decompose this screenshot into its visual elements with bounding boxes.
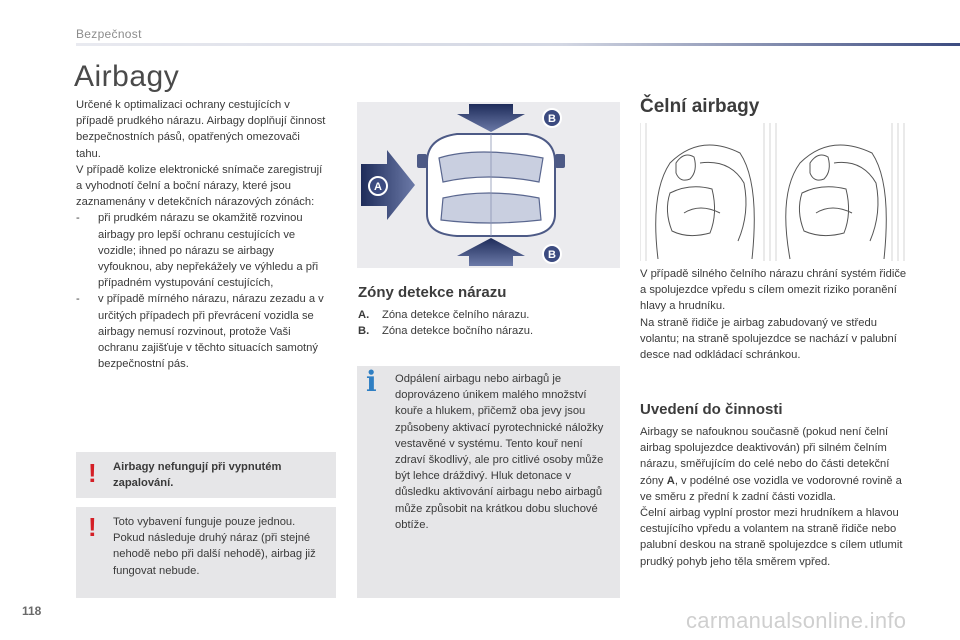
side-impact-arrow-bottom bbox=[457, 238, 525, 266]
front-airbags-text bbox=[640, 266, 908, 363]
warning-text: Toto vybavení funguje pouze jednou. Pokud následuje druhý náraz (při stejné nehodě nebo při další nehodě), airbag již fungovat nebude. bbox=[113, 516, 316, 577]
car-top-view-illustration bbox=[357, 102, 620, 268]
zone-key: B. bbox=[358, 325, 370, 338]
text-run: Airbagy se nafouknou současně (pokud není čelní airbag spolujezdce deaktivován) při silném čelním nárazu, směřujícím do celé nebo do části detekční zóny bbox=[640, 426, 890, 487]
activation-heading: Uvedení do činnosti bbox=[640, 401, 783, 418]
zone-text: Zóna detekce čelního nárazu. bbox=[382, 309, 530, 321]
list-item bbox=[358, 323, 618, 339]
zone-b-label: B bbox=[548, 113, 556, 125]
zone-a-label: A bbox=[374, 181, 382, 193]
paragraph bbox=[640, 424, 908, 505]
text-run: , v podélné ose vozidla ve vodorovné rovině a ve směru z přední k zadní části vozidla. bbox=[640, 474, 902, 503]
intro-paragraph: V případě kolize elektronické snímače zaregistrují a vyhodnotí čelní a boční nárazy, které jsou zaznamenány v detekčních nárazových zónách: bbox=[76, 163, 323, 209]
warning-icon: ! bbox=[88, 458, 97, 488]
info-icon: i bbox=[366, 365, 377, 398]
side-impact-arrow-top bbox=[457, 104, 525, 132]
list-item bbox=[76, 291, 326, 372]
front-airbags-heading: Čelní airbagy bbox=[640, 96, 760, 117]
list-item-text: při prudkém nárazu se okamžitě rozvinou airbagy pro lepší ochranu cestujících ve vozidle; ihned po nárazu se airbagy vyfouknou, aby nepřekážely ve výhledu a při případném vystupování cestujících, bbox=[98, 212, 319, 290]
paragraph: V případě silného čelního nárazu chrání systém řidiče a spolujezdce vpředu s cílem omezit riziko poranění hlavy a hrudníku. bbox=[640, 268, 907, 313]
warning-icon: ! bbox=[88, 512, 97, 542]
zones-list bbox=[358, 307, 618, 339]
list-dash: - bbox=[76, 212, 80, 225]
watermark: carmanualsonline.info bbox=[686, 608, 907, 633]
car-body bbox=[417, 134, 565, 236]
warning-text: Airbagy nefungují při vypnutém zapalování. bbox=[113, 461, 282, 490]
zone-key: A bbox=[666, 474, 675, 487]
list-dash: - bbox=[76, 293, 80, 306]
activation-text bbox=[640, 424, 908, 570]
passengers-sketch bbox=[656, 145, 887, 259]
section-label: Bezpečnost bbox=[76, 27, 142, 41]
page-number: 118 bbox=[22, 604, 42, 618]
info-text: Odpálení airbagu nebo airbagů je doprovázeno únikem malého množství kouře a hlukem, přičemž oba jevy jsou způsobeny aktivací pyrotechnické náložky vestavěné v systému. Tento kouř není zdraví škodlivý, ale pro citlivé osoby může být lehce dráždivý. Hluk detonace v důsledku aktivování airbagu nebo airbagů může způsobit na krátkou dobu sluchové obtíže. bbox=[395, 373, 604, 531]
paragraph: Na straně řidiče je airbag zabudovaný ve středu volantu; na straně spolujezdce se nachází v palubní desce nad odkládací schránkou. bbox=[640, 316, 897, 362]
intro-paragraph: Určené k optimalizaci ochrany cestujících v případě prudkého nárazu. Airbagy doplňují činnost bezpečnostních pásů, opatřených omezovači tahu. bbox=[76, 99, 326, 160]
warning-box bbox=[76, 507, 336, 598]
header-rule bbox=[76, 43, 960, 46]
impact-zones-diagram bbox=[357, 102, 620, 268]
warning-box bbox=[76, 452, 336, 498]
list-item bbox=[76, 210, 326, 291]
paragraph: Čelní airbag vyplní prostor mezi hrudníkem a hlavou cestujícího vpředu a volantem na straně řidiče nebo palubní deskou na straně spolujezdce s cílem utlumit prudký pohyb jeho těla směrem vpřed. bbox=[640, 507, 903, 568]
list-item-text: v případě mírného nárazu, nárazu zezadu a v určitých případech při převrácení vozidla se airbagy nemusí rozvinout, protože Vaši ochranu zajišťuje v těchto situacích samotný bezpečnostní pás. bbox=[98, 293, 324, 371]
list-item bbox=[358, 307, 618, 323]
front-airbags-illustration bbox=[640, 123, 905, 261]
intro-text bbox=[76, 97, 326, 372]
hatching bbox=[640, 123, 904, 261]
zone-b-label: B bbox=[548, 249, 556, 261]
zone-key: A. bbox=[358, 309, 370, 321]
zones-heading: Zóny detekce nárazu bbox=[358, 284, 507, 301]
info-box bbox=[357, 366, 620, 598]
zone-text: Zóna detekce bočního nárazu. bbox=[382, 325, 534, 338]
page-title: Airbagy bbox=[74, 60, 180, 93]
